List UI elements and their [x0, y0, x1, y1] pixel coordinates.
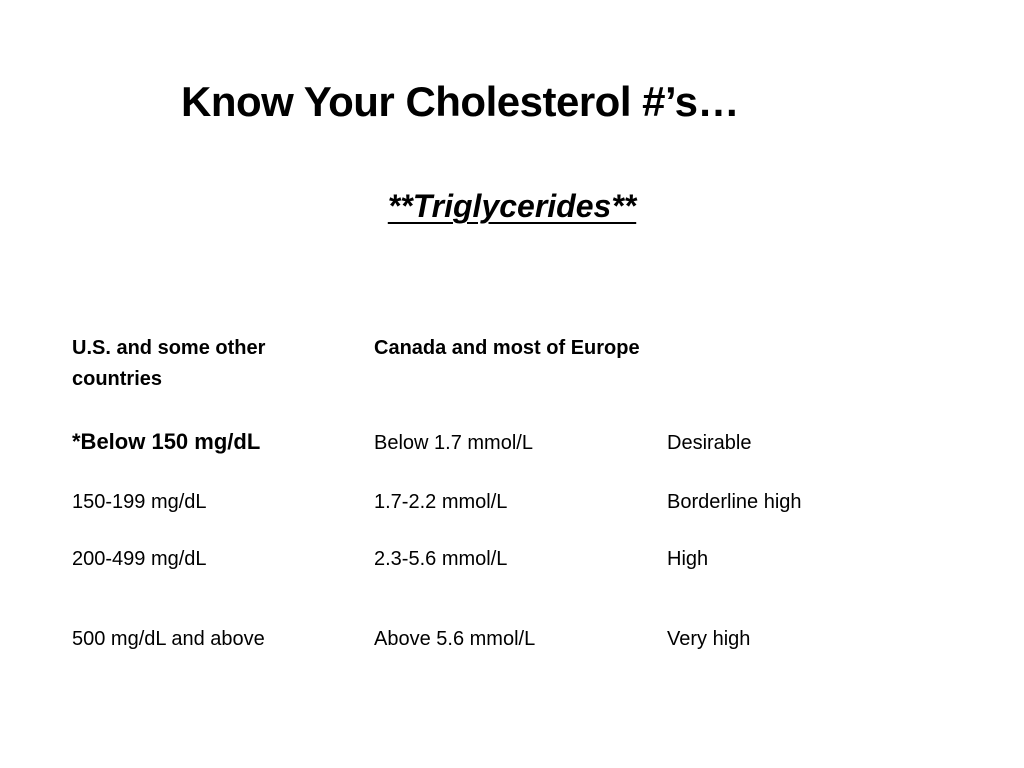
header-canada-europe: Canada and most of Europe [374, 337, 640, 359]
cell-us-value: 150-199 mg/dL [72, 491, 207, 513]
cell-si-value: 2.3-5.6 mmol/L [374, 548, 508, 570]
slide-subtitle: **Triglycerides** [387, 188, 637, 224]
cell-si-value: 1.7-2.2 mmol/L [374, 491, 508, 513]
cell-level: Borderline high [667, 491, 802, 513]
slide-title: Know Your Cholesterol #’s… [181, 78, 739, 125]
cell-us-value: 200-499 mg/dL [72, 548, 207, 570]
cell-level: Desirable [667, 432, 752, 454]
cell-si-value: Above 5.6 mmol/L [374, 628, 536, 650]
cell-us-value: *Below 150 mg/dL [72, 429, 261, 454]
header-us: U.S. and some other countries [72, 337, 266, 390]
cell-si-value: Below 1.7 mmol/L [374, 432, 533, 454]
cell-level: High [667, 548, 709, 570]
cell-us-value: 500 mg/dL and above [72, 628, 265, 650]
cell-level: Very high [667, 628, 751, 650]
